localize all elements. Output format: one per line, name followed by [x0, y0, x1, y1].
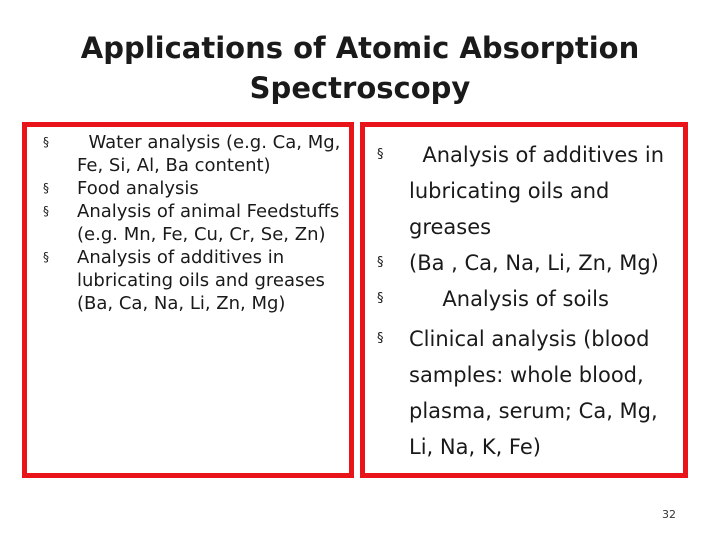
bullet-icon: §	[377, 291, 384, 306]
bullet-icon: §	[377, 255, 384, 270]
list-item	[33, 177, 351, 200]
list-item-text: Clinical analysis (blood samples: whole blood, plasma, serum; Ca, Mg, Li, Na, K, Fe)	[409, 327, 658, 459]
list-item	[371, 281, 687, 317]
list-item	[371, 137, 687, 245]
slide-title-line-2: Spectroscopy	[249, 71, 471, 105]
slide-title-line-1: Applications of Atomic Absorption	[80, 31, 640, 65]
list-item-text: Analysis of soils	[409, 287, 609, 311]
list-item	[33, 200, 351, 246]
right-content-box	[360, 122, 688, 478]
right-bullet-list	[371, 137, 687, 465]
list-item-text: Analysis of animal Feedstuffs (e.g. Mn, Fe, Cu, Cr, Se, Zn)	[77, 201, 340, 245]
left-bullet-list	[33, 131, 351, 315]
list-item-text: (Ba , Ca, Na, Li, Zn, Mg)	[409, 251, 659, 275]
bullet-icon: §	[377, 331, 384, 346]
bullet-icon: §	[43, 250, 49, 264]
list-item	[33, 246, 351, 315]
bullet-icon: §	[377, 147, 384, 162]
list-item-text: Analysis of additives in lubricating oils and greases	[409, 143, 671, 239]
bullet-icon: §	[43, 181, 49, 195]
page-number: 32	[662, 508, 676, 521]
list-item	[371, 321, 687, 465]
left-content-box	[22, 122, 354, 478]
list-item-text: Water analysis (e.g. Ca, Mg, Fe, Si, Al, Ba content)	[77, 132, 347, 176]
list-item	[33, 131, 351, 177]
list-item	[371, 245, 687, 281]
bullet-icon: §	[43, 135, 49, 149]
bullet-icon: §	[43, 204, 49, 218]
list-item-text: Analysis of additives in lubricating oils and greases (Ba, Ca, Na, Li, Zn, Mg)	[77, 247, 325, 314]
list-item-text: Food analysis	[77, 178, 199, 199]
slide-title	[40, 28, 680, 108]
